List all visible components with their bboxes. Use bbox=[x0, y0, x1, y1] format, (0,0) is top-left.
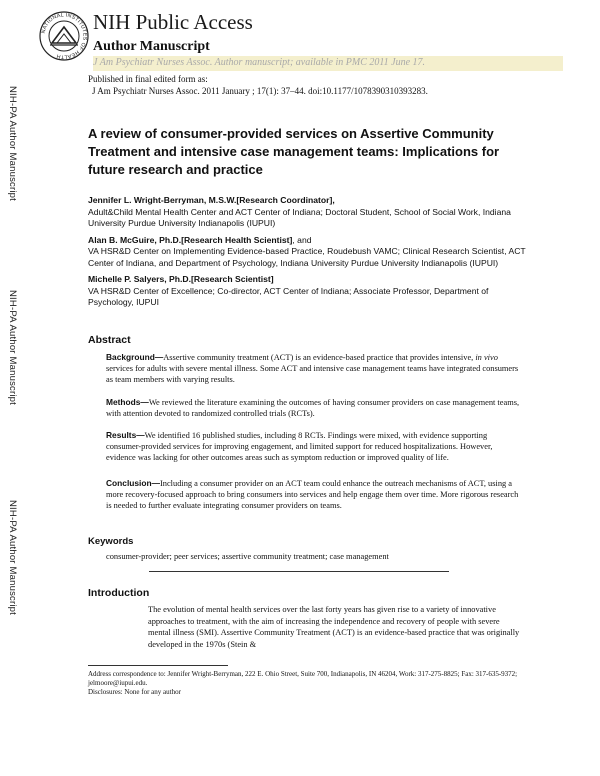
publication-info bbox=[88, 73, 428, 97]
citation-line: J Am Psychiatr Nurses Assoc. 2011 January ; 17(1): 37–44. doi:10.1177/1078390310393283. bbox=[92, 86, 428, 96]
abstract-conclusion: Conclusion—Including a consumer provider on an ACT team could enhance the outreach mechanisms of ACT, using a more recovery-focused approach to bring consumers into services and help engage them over time. More rigorous research is needed to further evaluate integrating consumer providers on teams. bbox=[106, 478, 519, 510]
author-name: Alan B. McGuire, Ph.D.[Research Health Scientist] bbox=[88, 234, 293, 245]
side-label-1: NIH-PA Author Manuscript bbox=[7, 86, 18, 201]
svg-text:NATIONAL INSTITUTES OF HEALTH bbox=[41, 12, 88, 59]
author-affiliation: Adult&Child Mental Health Center and ACT Center of Indiana; Doctoral Student, School of Social Work, Indiana University Purdue University Indianapolis (IUPUI) bbox=[88, 206, 511, 228]
side-label-3: NIH-PA Author Manuscript bbox=[7, 500, 18, 615]
nih-seal-logo bbox=[38, 10, 90, 62]
footnote bbox=[88, 670, 528, 698]
introduction-heading: Introduction bbox=[88, 587, 150, 599]
section-divider bbox=[149, 571, 449, 572]
availability-note: J Am Psychiatr Nurses Assoc. Author manuscript; available in PMC 2011 June 17. bbox=[93, 57, 426, 68]
correspondence-note: Address correspondence to: Jennifer Wright-Berryman, 222 E. Ohio Street, Suite 700, Indianapolis, IN 46204, Work: 317-275-8825; Fax: 317-635-9372; jelmoore@iupui.edu. bbox=[88, 670, 518, 688]
author-entry bbox=[88, 235, 528, 270]
author-affiliation: VA HSR&D Center of Excellence; Co-director, ACT Center of Indiana; Associate Professor, Department of Psychology, IUPUI bbox=[88, 285, 489, 307]
disclosures-note: Disclosures: None for any author bbox=[88, 688, 181, 697]
abstract-methods: Methods—We reviewed the literature examining the outcomes of having consumer providers on case management teams, with attention devoted to randomized controlled trials (RCTs). bbox=[106, 397, 520, 418]
keywords-heading: Keywords bbox=[88, 536, 134, 547]
abstract-results: Results—We identified 16 published studies, including 8 RCTs. Findings were mixed, with evidence supporting consumer-provided services for improving engagement, and limited support for reduced hospitalizations. However, evidence was lacking for other outcomes areas such as symptom reduction or improved quality of life. bbox=[106, 430, 493, 462]
article-title: A review of consumer-provided services on Assertive Community Treatment and intensive case management teams: Implications for future research and practice bbox=[88, 126, 500, 177]
side-label-2: NIH-PA Author Manuscript bbox=[7, 290, 18, 405]
header-title: NIH Public Access bbox=[93, 10, 253, 34]
introduction-paragraph: The evolution of mental health services over the last forty years has given rise to a variety of innovative approaches to treatment, with the aim of increasing the independence and recovery of people with severe mental illness (SMI). Assertive Community Treatment (ACT) is an evidence-based practice that was originally developed in the 1970s (Stein & bbox=[148, 605, 520, 649]
abstract-heading: Abstract bbox=[88, 334, 131, 346]
footnote-divider bbox=[88, 665, 228, 666]
author-entry bbox=[88, 195, 528, 230]
author-affiliation: VA HSR&D Center on Implementing Evidence-based Practice, Roudebush VAMC; Clinical Research Scientist, ACT Center of Indiana, and Department of Psychology, Indiana University Purdue University Indianapolis (IUPUI) bbox=[88, 246, 526, 268]
author-name: Michelle P. Salyers, Ph.D.[Research Scientist] bbox=[88, 274, 274, 284]
keywords-text: consumer-provider; peer services; assertive community treatment; case management bbox=[106, 552, 389, 561]
author-name-suffix: , and bbox=[292, 234, 312, 245]
published-line: Published in final edited form as: bbox=[88, 74, 208, 84]
abstract-background: Background—Assertive community treatment (ACT) is an evidence-based practice that provides intensive, in vivo services for adults with severe mental illness. Some ACT and intensive case management teams have integrated consumers as team members with varying results. bbox=[106, 352, 519, 384]
author-name: Jennifer L. Wright-Berryman, M.S.W.[Research Coordinator], bbox=[88, 195, 335, 205]
author-entry bbox=[88, 274, 528, 309]
header-subtitle: Author Manuscript bbox=[93, 39, 210, 54]
seal-text: NATIONAL INSTITUTES OF HEALTH bbox=[40, 12, 88, 60]
author-list bbox=[88, 195, 528, 314]
